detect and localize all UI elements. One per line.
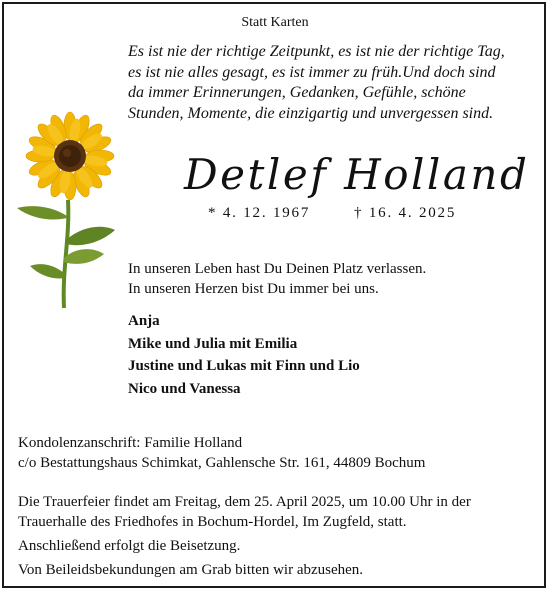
death-date: † 16. 4. 2025: [354, 205, 457, 221]
family-member: Nico und Vanessa: [128, 380, 241, 397]
family-list: [128, 310, 360, 400]
poem-line: Stunden, Momente, die einzigartig und unvergessen sind.: [128, 104, 494, 122]
poem-line: da immer Erinnerungen, Gedanken, Gefühle, schöne: [128, 84, 466, 101]
service-line: Trauerhalle des Friedhofes in Bochum-Hordel, Im Zugfeld, statt.: [18, 514, 407, 530]
condolence-address: [18, 433, 425, 473]
service-info: [18, 492, 471, 532]
burial-info: Anschließend erfolgt die Beisetzung.: [18, 538, 241, 554]
poem-line: es ist nie alles gesagt, es ist immer zu früh.Und doch sind: [128, 63, 496, 81]
memorial-text: [128, 259, 426, 299]
poem: [128, 42, 538, 124]
notice-header: Statt Karten: [241, 15, 309, 30]
deceased-name: Detlef Holland: [184, 150, 530, 199]
condolence-line: c/o Bestattungshaus Schimkat, Gahlensche Str. 161, 44809 Bochum: [18, 455, 426, 471]
service-line: Die Trauerfeier findet am Freitag, dem 25. April 2025, um 10.00 Uhr in der: [18, 494, 471, 510]
condolence-request: Von Beileidsbekundungen am Grab bitten wir abzusehen.: [18, 562, 364, 578]
family-member: Mike und Julia mit Emilia: [128, 335, 298, 352]
memorial-line: In unseren Leben hast Du Deinen Platz verlassen.: [128, 261, 427, 277]
sunflower-icon: [12, 108, 122, 313]
memorial-line: In unseren Herzen bist Du immer bei uns.: [128, 281, 379, 297]
family-member: Anja: [128, 313, 160, 329]
family-member: Justine und Lukas mit Finn und Lio: [128, 358, 360, 374]
poem-line: Es ist nie der richtige Zeitpunkt, es ist nie der richtige Tag,: [128, 43, 505, 60]
birth-date: * 4. 12. 1967: [208, 205, 311, 221]
condolence-line: Kondolenzanschrift: Familie Holland: [18, 435, 243, 451]
